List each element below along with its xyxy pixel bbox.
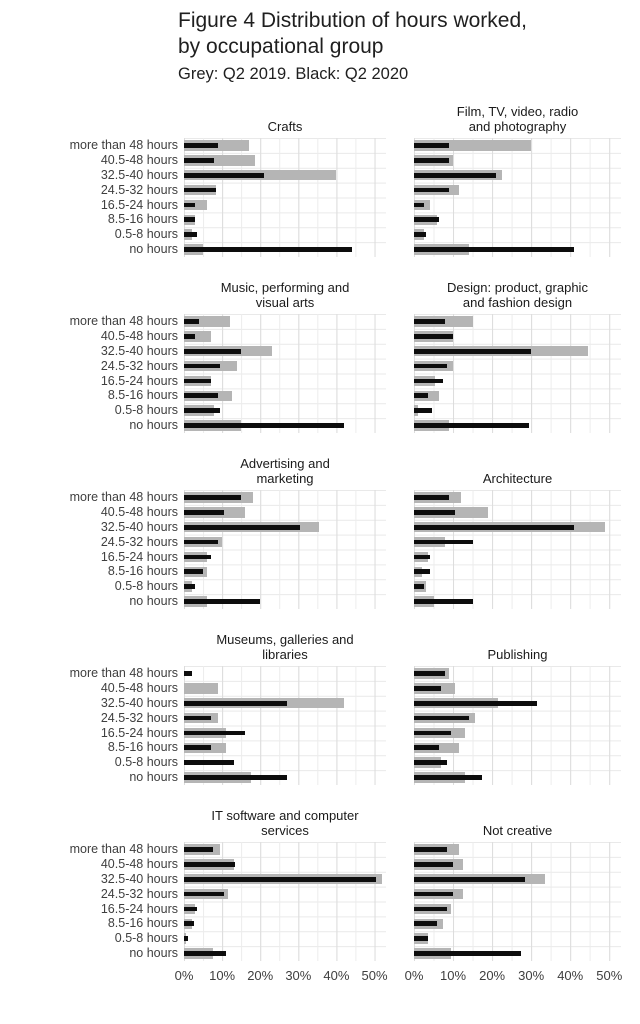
bar-q2-2020 (414, 569, 430, 574)
bar-q2-2020 (414, 775, 482, 780)
y-axis-label: no hours (129, 770, 178, 785)
panel-title-row (0, 100, 640, 138)
category-row (184, 931, 386, 946)
category-row (414, 681, 621, 696)
panel-title-line: services (261, 823, 309, 838)
bar-q2-2020 (414, 877, 525, 882)
y-axis-label: 32.5-40 hours (100, 871, 178, 886)
y-axis-labels (0, 666, 184, 785)
chart-panel-publishing (414, 666, 621, 785)
category-row (414, 550, 621, 565)
y-axis-label: no hours (129, 242, 178, 257)
panel-title-line: libraries (262, 647, 308, 662)
bar-q2-2020 (184, 408, 220, 413)
category-row (184, 681, 386, 696)
panel-title-it-software-and-computer-services (184, 808, 386, 842)
chart-panel-it-software-and-computer-services (184, 842, 386, 961)
category-row (414, 755, 621, 770)
panel-gap (386, 842, 414, 961)
bar-q2-2020 (414, 599, 473, 604)
category-row (414, 520, 621, 535)
x-axis-tick-label: 40% (557, 968, 584, 983)
y-axis-label: more than 48 hours (69, 666, 178, 680)
y-axis-label: 24.5-32 hours (100, 886, 178, 901)
x-axis-tick-label: 40% (323, 968, 350, 983)
category-row (184, 842, 386, 857)
bar-q2-2020 (414, 686, 441, 691)
category-row (414, 696, 621, 711)
y-axis-label: 8.5-16 hours (107, 388, 178, 403)
category-row (414, 183, 621, 198)
bar-q2-2020 (414, 862, 453, 867)
bar-q2-2020 (184, 936, 188, 941)
category-row (414, 946, 621, 961)
y-axis-label: no hours (129, 418, 178, 433)
y-axis-label: 24.5-32 hours (100, 534, 178, 549)
y-axis-label: 40.5-48 hours (100, 856, 178, 871)
y-axis-label: 24.5-32 hours (100, 358, 178, 373)
category-row (184, 550, 386, 565)
category-row (184, 902, 386, 917)
category-row (414, 535, 621, 550)
category-row (414, 872, 621, 887)
y-axis-labels (0, 138, 184, 257)
bar-q2-2020 (414, 334, 453, 339)
category-row (184, 711, 386, 726)
category-row (414, 931, 621, 946)
panel-title-music-performing-and-visual-arts (184, 280, 386, 314)
bar-q2-2020 (184, 423, 344, 428)
bar-q2-2020 (184, 716, 211, 721)
bar-q2-2020 (414, 892, 453, 897)
panel-title-film-tv-video-radio-and-photography (414, 104, 621, 138)
category-row (414, 666, 621, 681)
bar-q2-2020 (184, 495, 241, 500)
chart-panel-design-product-graphic-and-fashion-design (414, 314, 621, 433)
bar-q2-2020 (184, 143, 218, 148)
y-axis-label: 16.5-24 hours (100, 549, 178, 564)
category-row (414, 227, 621, 242)
category-row (184, 946, 386, 961)
y-axis-label: more than 48 hours (69, 138, 178, 152)
panel-row (0, 138, 640, 257)
bar-q2-2020 (414, 203, 424, 208)
figure-header (178, 8, 527, 84)
category-row (184, 740, 386, 755)
figure-title (178, 8, 527, 60)
category-row (184, 359, 386, 374)
panel-title-line: Film, TV, video, radio (456, 104, 579, 119)
category-row (414, 138, 621, 153)
panel-title-line: Design: product, graphic (447, 280, 588, 295)
bar-q2-2020 (184, 232, 197, 237)
category-row (184, 887, 386, 902)
bar-q2-2020 (184, 862, 235, 867)
category-row (184, 579, 386, 594)
y-axis-labels (0, 314, 184, 433)
category-row (414, 418, 621, 433)
bar-q2-2020 (414, 847, 447, 852)
panel-title-row (0, 629, 640, 666)
bar-q2-2020 (184, 555, 211, 560)
panel-title-museums-galleries-and-libraries (184, 632, 386, 666)
y-axis-label: 8.5-16 hours (107, 740, 178, 755)
x-axis-labels (404, 967, 623, 987)
category-row (414, 857, 621, 872)
panel-title-line: Architecture (482, 471, 553, 486)
panel-title-row (0, 805, 640, 842)
category-row (414, 842, 621, 857)
x-axis-tick-label: 50% (596, 968, 623, 983)
y-axis-label: 0.5-8 hours (114, 755, 178, 770)
panel-title-line: and photography (468, 119, 567, 134)
bar-q2-2020 (184, 599, 260, 604)
category-row (184, 374, 386, 389)
category-row (184, 490, 386, 505)
bar-q2-2020 (184, 349, 241, 354)
y-axis-label: 16.5-24 hours (100, 725, 178, 740)
figure-legend-subtitle: Grey: Q2 2019. Black: Q2 2020 (178, 65, 409, 83)
bar-q2-2020 (184, 569, 203, 574)
x-axis-tick-label: 20% (479, 968, 506, 983)
panel-row (0, 666, 640, 785)
chart-panel-advertising-and-marketing (184, 490, 386, 609)
bar-q2-2020 (414, 907, 447, 912)
category-row (184, 314, 386, 329)
panel-gap (386, 490, 414, 609)
bar-q2-2020 (184, 525, 300, 530)
y-axis-label: 0.5-8 hours (114, 579, 178, 594)
category-row (184, 242, 386, 257)
category-row (414, 198, 621, 213)
chart-panel-not-creative (414, 842, 621, 961)
bar-q2-2020 (414, 232, 426, 237)
chart-panel-film-tv-video-radio-and-photography (414, 138, 621, 257)
bar-q2-2020 (414, 495, 449, 500)
category-row (414, 314, 621, 329)
category-row (184, 564, 386, 579)
panel-gap (386, 138, 414, 257)
panel-title-line: Advertising and (240, 456, 330, 471)
y-axis-labels (0, 490, 184, 609)
bar-q2-2020 (414, 217, 439, 222)
y-axis-label: 8.5-16 hours (107, 212, 178, 227)
panel-title-line: visual arts (255, 295, 315, 310)
category-row (414, 916, 621, 931)
panel-title-row (0, 453, 640, 490)
bar-q2-2020 (184, 847, 213, 852)
y-axis-label: 16.5-24 hours (100, 373, 178, 388)
panel-title-design-product-graphic-and-fashion-design (414, 280, 621, 314)
bar-q2-2020 (414, 745, 439, 750)
x-axis-tick-label: 0% (404, 968, 424, 983)
panel-title-architecture (414, 471, 621, 490)
bar-q2-2020 (184, 379, 211, 384)
bar-q2-2020 (184, 951, 226, 956)
bar-q2-2020 (184, 188, 216, 193)
y-axis-label: more than 48 hours (69, 490, 178, 504)
category-row (184, 227, 386, 242)
y-axis-label: 0.5-8 hours (114, 403, 178, 418)
panel-title-publishing (414, 647, 621, 666)
x-axis-tick-label: 10% (440, 968, 467, 983)
y-axis-label: 40.5-48 hours (100, 152, 178, 167)
panel-title-line: Museums, galleries and (216, 632, 354, 647)
bar-q2-2020 (414, 951, 521, 956)
y-axis-label: 40.5-48 hours (100, 504, 178, 519)
category-row (414, 344, 621, 359)
category-row (184, 755, 386, 770)
bar-q2-2020 (414, 319, 445, 324)
category-row (184, 857, 386, 872)
bar-q2-2020 (414, 364, 447, 369)
bar-q2-2020 (184, 158, 214, 163)
panel-row (0, 314, 640, 433)
bar-q2-2020 (184, 203, 195, 208)
bar-q2-2020 (414, 584, 424, 589)
chart-panel-architecture (414, 490, 621, 609)
y-axis-label: no hours (129, 946, 178, 961)
bar-q2-2020 (414, 143, 449, 148)
bar-q2-2020 (184, 745, 211, 750)
bar-q2-2020 (184, 334, 195, 339)
category-row (414, 153, 621, 168)
category-row (184, 666, 386, 681)
category-row (414, 212, 621, 227)
category-row (414, 168, 621, 183)
category-row (184, 872, 386, 887)
bar-q2-2020 (414, 921, 437, 926)
category-row (414, 388, 621, 403)
bar-q2-2020 (184, 760, 234, 765)
category-row (414, 329, 621, 344)
category-row (184, 535, 386, 550)
figure-title-line1: Figure 4 Distribution of hours worked, (178, 9, 527, 32)
x-axis-labels (174, 967, 388, 987)
y-axis-label: 0.5-8 hours (114, 227, 178, 242)
category-row (184, 770, 386, 785)
category-row (184, 329, 386, 344)
panel-title-line: Publishing (487, 647, 548, 662)
category-row (184, 388, 386, 403)
category-row (184, 594, 386, 609)
x-axis-tick-label: 50% (361, 968, 388, 983)
category-row (184, 212, 386, 227)
bar-q2-2020 (414, 393, 428, 398)
category-row (184, 183, 386, 198)
category-row (414, 579, 621, 594)
panel-title-line: Not creative (482, 823, 553, 838)
bar-q2-2020 (414, 247, 574, 252)
panel-title-line: Crafts (267, 119, 303, 134)
panel-title-not-creative (414, 823, 621, 842)
bar-q2-2020 (184, 173, 264, 178)
y-axis-label: 32.5-40 hours (100, 167, 178, 182)
y-axis-label: 32.5-40 hours (100, 343, 178, 358)
category-row (414, 374, 621, 389)
category-row (184, 198, 386, 213)
bar-q2-2020 (184, 584, 195, 589)
bar-q2-2020 (184, 364, 220, 369)
bar-q2-2020 (414, 936, 428, 941)
bar-q2-2020 (184, 540, 218, 545)
chart-panel-music-performing-and-visual-arts (184, 314, 386, 433)
bar-q2-2020 (414, 555, 430, 560)
bar-q2-2020 (184, 731, 245, 736)
category-row (414, 490, 621, 505)
bar-q2-2020 (184, 892, 224, 897)
y-axis-label: more than 48 hours (69, 314, 178, 328)
category-row (414, 594, 621, 609)
y-axis-label: 40.5-48 hours (100, 328, 178, 343)
bar-q2-2020 (414, 760, 447, 765)
bar-q2-2019 (184, 683, 218, 694)
chart-panel-museums-galleries-and-libraries (184, 666, 386, 785)
panel-title-advertising-and-marketing (184, 456, 386, 490)
bar-q2-2020 (184, 247, 352, 252)
bar-q2-2020 (184, 393, 218, 398)
bar-q2-2020 (414, 173, 496, 178)
x-axis-row (0, 967, 640, 987)
category-row (184, 168, 386, 183)
bar-q2-2020 (184, 921, 194, 926)
y-axis-label: 32.5-40 hours (100, 695, 178, 710)
bar-q2-2020 (414, 701, 537, 706)
category-row (184, 696, 386, 711)
category-row (414, 359, 621, 374)
category-row (184, 916, 386, 931)
x-axis-tick-label: 20% (247, 968, 274, 983)
bar-q2-2020 (184, 217, 195, 222)
bar-q2-2020 (184, 510, 224, 515)
category-row (184, 153, 386, 168)
x-axis-tick-label: 30% (285, 968, 312, 983)
bar-q2-2020 (184, 877, 376, 882)
x-axis-tick-label: 30% (518, 968, 545, 983)
y-axis-label: 16.5-24 hours (100, 197, 178, 212)
bar-q2-2020 (414, 525, 574, 530)
panel-gap (386, 666, 414, 785)
panel-title-line: and fashion design (462, 295, 573, 310)
bar-q2-2020 (414, 158, 449, 163)
y-axis-label: 32.5-40 hours (100, 519, 178, 534)
y-axis-spacer (0, 967, 184, 987)
category-row (414, 726, 621, 741)
y-axis-label: 16.5-24 hours (100, 901, 178, 916)
panel-title-line: Music, performing and (220, 280, 350, 295)
y-axis-label: no hours (129, 594, 178, 609)
panel-title-row (0, 277, 640, 314)
bar-q2-2020 (414, 716, 469, 721)
y-axis-label: 8.5-16 hours (107, 916, 178, 931)
category-row (184, 418, 386, 433)
bar-q2-2020 (414, 349, 531, 354)
y-axis-labels (0, 842, 184, 961)
panel-title-line: marketing (256, 471, 314, 486)
x-axis-tick-label: 0% (174, 968, 194, 983)
category-row (414, 740, 621, 755)
panel-title-line: IT software and computer (211, 808, 359, 823)
panel-gap (386, 314, 414, 433)
panel-row (0, 842, 640, 961)
bar-q2-2020 (414, 671, 445, 676)
bar-q2-2020 (184, 775, 287, 780)
category-row (184, 505, 386, 520)
y-axis-label: 24.5-32 hours (100, 182, 178, 197)
panel-row (0, 490, 640, 609)
category-row (184, 726, 386, 741)
bar-q2-2020 (414, 510, 455, 515)
bar-q2-2020 (184, 319, 199, 324)
category-row (414, 403, 621, 418)
panel-title-crafts (184, 119, 386, 138)
category-row (414, 887, 621, 902)
chart-panel-crafts (184, 138, 386, 257)
bar-q2-2020 (414, 188, 449, 193)
category-row (414, 902, 621, 917)
bar-q2-2020 (414, 423, 529, 428)
bar-q2-2020 (184, 907, 197, 912)
bar-q2-2020 (414, 379, 443, 384)
category-row (184, 403, 386, 418)
category-row (414, 564, 621, 579)
y-axis-label: 40.5-48 hours (100, 680, 178, 695)
bar-q2-2020 (414, 408, 432, 413)
y-axis-label: 8.5-16 hours (107, 564, 178, 579)
category-row (414, 242, 621, 257)
bar-q2-2020 (414, 731, 451, 736)
bar-q2-2020 (414, 540, 473, 545)
x-axis-tick-label: 10% (209, 968, 236, 983)
y-axis-label: 24.5-32 hours (100, 710, 178, 725)
chart-grid (0, 100, 640, 987)
bar-q2-2020 (184, 671, 192, 676)
y-axis-label: 0.5-8 hours (114, 931, 178, 946)
category-row (184, 138, 386, 153)
category-row (414, 505, 621, 520)
figure-title-line2: by occupational group (178, 35, 384, 58)
category-row (184, 520, 386, 535)
y-axis-label: more than 48 hours (69, 842, 178, 856)
category-row (414, 711, 621, 726)
category-row (414, 770, 621, 785)
category-row (184, 344, 386, 359)
bar-q2-2020 (184, 701, 287, 706)
